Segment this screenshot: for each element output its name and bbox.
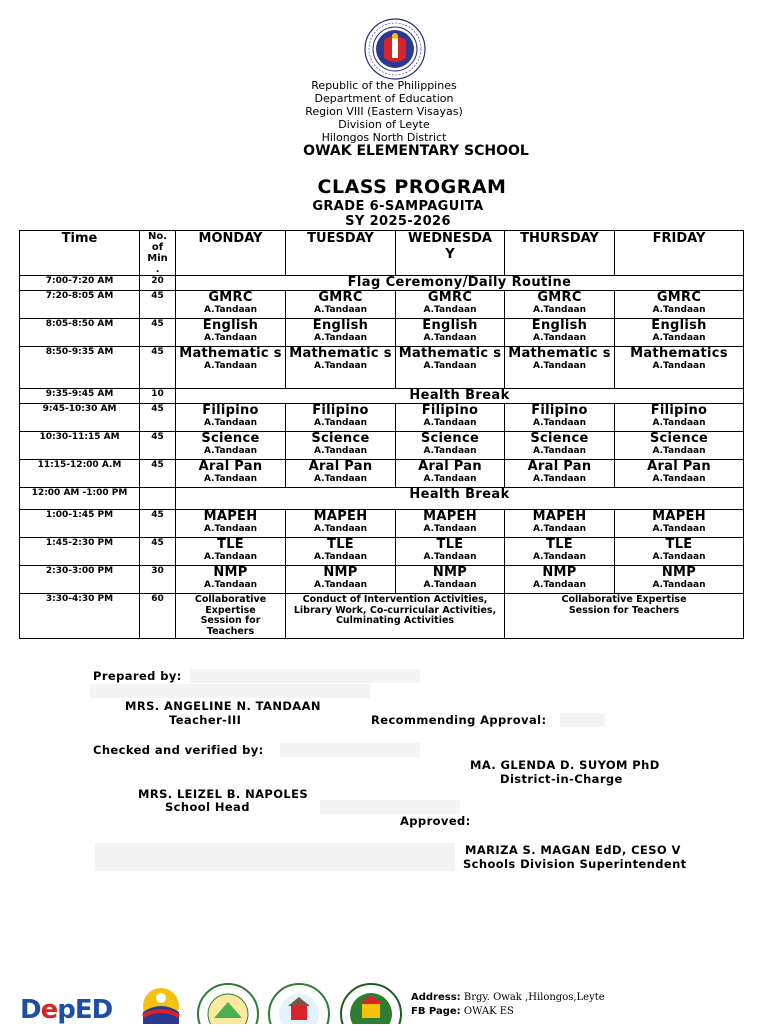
address-label: Address:: [411, 992, 461, 1003]
teacher-name: A.Tandaan: [532, 552, 586, 562]
row-time: 7:20-8:05 AM: [20, 291, 140, 319]
checked-label: Checked and verified by:: [93, 743, 264, 757]
teacher-name: A.Tandaan: [313, 524, 367, 534]
subject-cell: [615, 538, 744, 566]
header-minutes-3: Min: [147, 253, 168, 264]
teacher-name: A.Tandaan: [203, 361, 257, 371]
header-line-5: Hilongos North District: [321, 131, 447, 144]
subject-cell: [505, 347, 615, 389]
subject-name: TLE: [327, 537, 354, 552]
subject-name: Science: [530, 431, 589, 446]
redacted-block: [560, 713, 605, 727]
deped-logo: [20, 995, 112, 1025]
subject-name: English: [312, 318, 369, 333]
teacher-name: A.Tandaan: [423, 474, 477, 484]
teacher-name: A.Tandaan: [652, 446, 706, 456]
subject-cell: [396, 566, 505, 594]
teacher-name: A.Tandaan: [652, 552, 706, 562]
subject-name: Filipino: [312, 403, 369, 418]
subject-cell: [176, 460, 286, 488]
district-title: District-in-Charge: [500, 772, 623, 786]
subject-cell: [176, 319, 286, 347]
teacher-name: A.Tandaan: [652, 474, 706, 484]
subject-cell: [176, 291, 286, 319]
teacher-name: A.Tandaan: [423, 446, 477, 456]
grade-section: GRADE 6-SAMPAGUITA: [312, 199, 484, 214]
subject-name: Aral Pan: [647, 459, 711, 474]
teacher-name: A.Tandaan: [313, 552, 367, 562]
subject-cell: [615, 347, 744, 389]
row-minutes: 45: [140, 460, 176, 488]
sds-title: Schools Division Superintendent: [463, 857, 687, 871]
subject-name: Filipino: [421, 403, 479, 418]
row-activity: Health Break: [176, 488, 744, 510]
redacted-block: [280, 743, 420, 757]
teacher-name: A.Tandaan: [652, 580, 706, 590]
teacher-name: A.Tandaan: [532, 474, 586, 484]
teacher-name: A.Tandaan: [423, 333, 477, 343]
table-row: [20, 538, 744, 566]
row-time: 7:00-7:20 AM: [20, 276, 140, 291]
teacher-name: A.Tandaan: [652, 333, 706, 343]
subject-name: NMP: [213, 565, 248, 580]
row-minutes: 45: [140, 347, 176, 389]
subject-cell: [615, 432, 744, 460]
subject-cell: [615, 404, 744, 432]
subject-name: Aral Pan: [418, 459, 482, 474]
teacher-name: A.Tandaan: [532, 361, 586, 371]
subject-name: Mathematic s: [289, 346, 392, 361]
subject-name: Mathematic s: [398, 346, 502, 361]
footer-fb: [411, 1006, 514, 1018]
hilongos-north-logo: [266, 982, 332, 1024]
row-minutes: 45: [140, 404, 176, 432]
teacher-name: A.Tandaan: [313, 446, 367, 456]
teacher-name: A.Tandaan: [203, 333, 257, 343]
subject-name: Aral Pan: [198, 459, 263, 474]
redacted-block: [95, 843, 455, 871]
subject-cell: [286, 566, 396, 594]
subject-cell: [176, 510, 286, 538]
bagong-pilipinas-logo: [132, 982, 190, 1024]
subject-name: TLE: [217, 537, 244, 552]
subject-cell: [396, 538, 505, 566]
teacher-name: A.Tandaan: [652, 361, 706, 371]
subject-name: GMRC: [208, 290, 253, 305]
header-wednesday: WEDNESDA Y: [396, 231, 505, 276]
teacher-name: A.Tandaan: [203, 474, 257, 484]
subject-cell: [396, 347, 505, 389]
row-minutes: 45: [140, 291, 176, 319]
table-header-row: [20, 231, 744, 276]
subject-cell: [396, 432, 505, 460]
teacher-name: A.Tandaan: [203, 418, 257, 428]
subject-name: GMRC: [656, 290, 702, 305]
header-friday: FRIDAY: [615, 231, 744, 276]
subject-name: Mathematic s: [179, 346, 282, 361]
table-row: [20, 432, 744, 460]
owak-es-logo: [338, 982, 404, 1024]
page-title: CLASS PROGRAM: [317, 176, 507, 198]
school-year: SY 2025-2026: [345, 214, 451, 229]
subject-name: TLE: [665, 537, 693, 552]
table-row: [20, 460, 744, 488]
subject-cell: [286, 432, 396, 460]
row-time: 9:35-9:45 AM: [20, 389, 140, 404]
header-minutes: [140, 231, 176, 276]
subject-cell: [396, 319, 505, 347]
row-time: 11:15-12:00 A.M: [20, 460, 140, 488]
row-minutes: 45: [140, 319, 176, 347]
teacher-name: A.Tandaan: [203, 552, 257, 562]
row-minutes: 20: [140, 276, 176, 291]
row-time: 1:45-2:30 PM: [20, 538, 140, 566]
subject-name: NMP: [661, 565, 697, 580]
row-minutes: 45: [140, 432, 176, 460]
subject-name: MAPEH: [652, 509, 706, 524]
row-minutes: 45: [140, 538, 176, 566]
subject-name: English: [651, 318, 707, 333]
teacher-name: A.Tandaan: [532, 333, 586, 343]
subject-cell: [286, 538, 396, 566]
subject-name: Aral Pan: [527, 459, 592, 474]
district-name: MA. GLENDA D. SUYOM PhD: [470, 758, 660, 772]
table-row: [20, 510, 744, 538]
subject-cell: [615, 566, 744, 594]
header-line-2: Department of Education: [314, 92, 454, 105]
subject-name: NMP: [432, 565, 468, 580]
teacher-name: A.Tandaan: [313, 474, 367, 484]
end-week-activity: Collaborative Expertise Session for Teachers: [505, 594, 744, 639]
teacher-name: A.Tandaan: [532, 305, 586, 315]
subject-name: GMRC: [318, 290, 363, 305]
subject-cell: [615, 291, 744, 319]
prepared-title: Teacher-III: [169, 713, 242, 727]
subject-name: GMRC: [537, 290, 582, 305]
subject-cell: [176, 432, 286, 460]
table-row: [20, 347, 744, 389]
teacher-name: A.Tandaan: [423, 580, 477, 590]
redacted-block: [320, 800, 460, 814]
table-row: [20, 291, 744, 319]
head-name: MRS. LEIZEL B. NAPOLES: [138, 787, 309, 801]
division-of-leyte-logo: [196, 982, 260, 1024]
subject-cell: [396, 510, 505, 538]
subject-name: Filipino: [650, 403, 708, 418]
subject-name: English: [422, 318, 478, 333]
subject-name: MAPEH: [313, 509, 368, 524]
row-time: 2:30-3:00 PM: [20, 566, 140, 594]
table-row: [20, 566, 744, 594]
subject-cell: [286, 510, 396, 538]
subject-cell: [286, 291, 396, 319]
header-line-1: Republic of the Philippines: [311, 79, 457, 92]
header-tuesday: TUESDAY: [286, 231, 396, 276]
fb-value: OWAK ES: [463, 1006, 514, 1017]
subject-name: NMP: [542, 565, 577, 580]
sds-name: MARIZA S. MAGAN EdD, CESO V: [465, 843, 681, 857]
row-time: 12:00 AM -1:00 PM: [20, 488, 140, 510]
subject-name: English: [531, 318, 588, 333]
teacher-name: A.Tandaan: [423, 305, 477, 315]
subject-name: MAPEH: [423, 509, 477, 524]
subject-name: Mathematics: [630, 346, 728, 361]
subject-cell: [396, 404, 505, 432]
subject-cell: [286, 404, 396, 432]
fb-label: FB Page:: [411, 1006, 461, 1017]
row-time: 8:50-9:35 AM: [20, 347, 140, 389]
teacher-name: A.Tandaan: [313, 418, 367, 428]
footer-address: [411, 992, 605, 1004]
recommending-label: Recommending Approval:: [371, 713, 547, 727]
subject-name: Science: [649, 431, 709, 446]
prepared-name: MRS. ANGELINE N. TANDAAN: [125, 699, 321, 713]
subject-name: TLE: [436, 537, 464, 552]
redacted-block: [190, 669, 420, 683]
subject-cell: [505, 291, 615, 319]
approved-label: Approved:: [400, 814, 471, 828]
subject-cell: [286, 319, 396, 347]
subject-cell: [176, 566, 286, 594]
table-row: [20, 488, 744, 510]
subject-cell: [505, 510, 615, 538]
subject-cell: [286, 347, 396, 389]
monday-activity: Collaborative Expertise Session for Teachers: [176, 594, 286, 639]
teacher-name: A.Tandaan: [652, 418, 706, 428]
subject-name: GMRC: [427, 290, 473, 305]
subject-name: English: [202, 318, 259, 333]
teacher-name: A.Tandaan: [203, 446, 257, 456]
subject-name: TLE: [546, 537, 573, 552]
subject-cell: [615, 319, 744, 347]
subject-name: Filipino: [531, 403, 588, 418]
subject-cell: [176, 538, 286, 566]
row-time: 1:00-1:45 PM: [20, 510, 140, 538]
school-name: OWAK ELEMENTARY SCHOOL: [303, 143, 529, 159]
subject-cell: [396, 291, 505, 319]
subject-name: Science: [420, 431, 480, 446]
table-row: [20, 276, 744, 291]
header-minutes-4: .: [155, 264, 160, 275]
row-activity: Flag Ceremony/Daily Routine: [176, 276, 744, 291]
table-row: [20, 404, 744, 432]
teacher-name: A.Tandaan: [532, 524, 586, 534]
deped-logo-text: DepED: [20, 995, 113, 1025]
teacher-name: A.Tandaan: [532, 418, 586, 428]
row-activity: Health Break: [176, 389, 744, 404]
teacher-name: A.Tandaan: [423, 418, 477, 428]
row-minutes: 45: [140, 510, 176, 538]
subject-cell: [505, 460, 615, 488]
row-minutes: 10: [140, 389, 176, 404]
midweek-activity: Conduct of Intervention Activities, Library Work, Co-curricular Activities, Culminating Activities: [286, 594, 505, 639]
subject-name: Aral Pan: [308, 459, 373, 474]
row-minutes: 30: [140, 566, 176, 594]
class-program-table: [19, 230, 744, 639]
subject-cell: [615, 510, 744, 538]
header-minutes-1: No.: [147, 231, 168, 242]
teacher-name: A.Tandaan: [313, 305, 367, 315]
subject-cell: [505, 566, 615, 594]
teacher-name: A.Tandaan: [532, 446, 586, 456]
header-thursday: THURSDAY: [505, 231, 615, 276]
row-minutes: 60: [140, 594, 176, 639]
teacher-name: A.Tandaan: [423, 361, 477, 371]
teacher-name: A.Tandaan: [203, 580, 257, 590]
head-title: School Head: [165, 800, 250, 814]
row-time: 8:05-8:50 AM: [20, 319, 140, 347]
subject-name: Mathematic s: [508, 346, 611, 361]
subject-cell: [505, 538, 615, 566]
teacher-name: A.Tandaan: [652, 305, 706, 315]
address-value: Brgy. Owak ,Hilongos,Leyte: [463, 992, 605, 1003]
table-row: [20, 319, 744, 347]
header-line-4: Division of Leyte: [338, 118, 430, 131]
subject-cell: [396, 460, 505, 488]
teacher-name: A.Tandaan: [313, 361, 367, 371]
row-minutes: [140, 488, 176, 510]
subject-name: NMP: [323, 565, 358, 580]
deped-seal-logo: [364, 18, 426, 80]
teacher-name: A.Tandaan: [532, 580, 586, 590]
subject-cell: [505, 404, 615, 432]
prepared-label: Prepared by:: [93, 669, 182, 683]
header-time: Time: [20, 231, 140, 276]
teacher-name: A.Tandaan: [423, 552, 477, 562]
table-row: [20, 594, 744, 639]
header-monday: MONDAY: [176, 231, 286, 276]
subject-cell: [615, 460, 744, 488]
teacher-name: A.Tandaan: [423, 524, 477, 534]
header-line-3: Region VIII (Eastern Visayas): [305, 105, 463, 118]
teacher-name: A.Tandaan: [203, 524, 257, 534]
teacher-name: A.Tandaan: [313, 333, 367, 343]
row-time: 10:30-11:15 AM: [20, 432, 140, 460]
teacher-name: A.Tandaan: [313, 580, 367, 590]
subject-cell: [176, 404, 286, 432]
subject-cell: [505, 432, 615, 460]
redacted-block: [90, 684, 370, 698]
teacher-name: A.Tandaan: [652, 524, 706, 534]
table-row: [20, 389, 744, 404]
row-time: 3:30-4:30 PM: [20, 594, 140, 639]
subject-name: Science: [201, 431, 260, 446]
subject-name: Filipino: [202, 403, 259, 418]
subject-name: MAPEH: [203, 509, 258, 524]
subject-name: Science: [311, 431, 370, 446]
subject-cell: [176, 347, 286, 389]
subject-cell: [505, 319, 615, 347]
subject-cell: [286, 460, 396, 488]
subject-name: MAPEH: [532, 509, 587, 524]
header-minutes-2: of: [151, 242, 164, 253]
teacher-name: A.Tandaan: [203, 305, 257, 315]
row-time: 9:45-10:30 AM: [20, 404, 140, 432]
